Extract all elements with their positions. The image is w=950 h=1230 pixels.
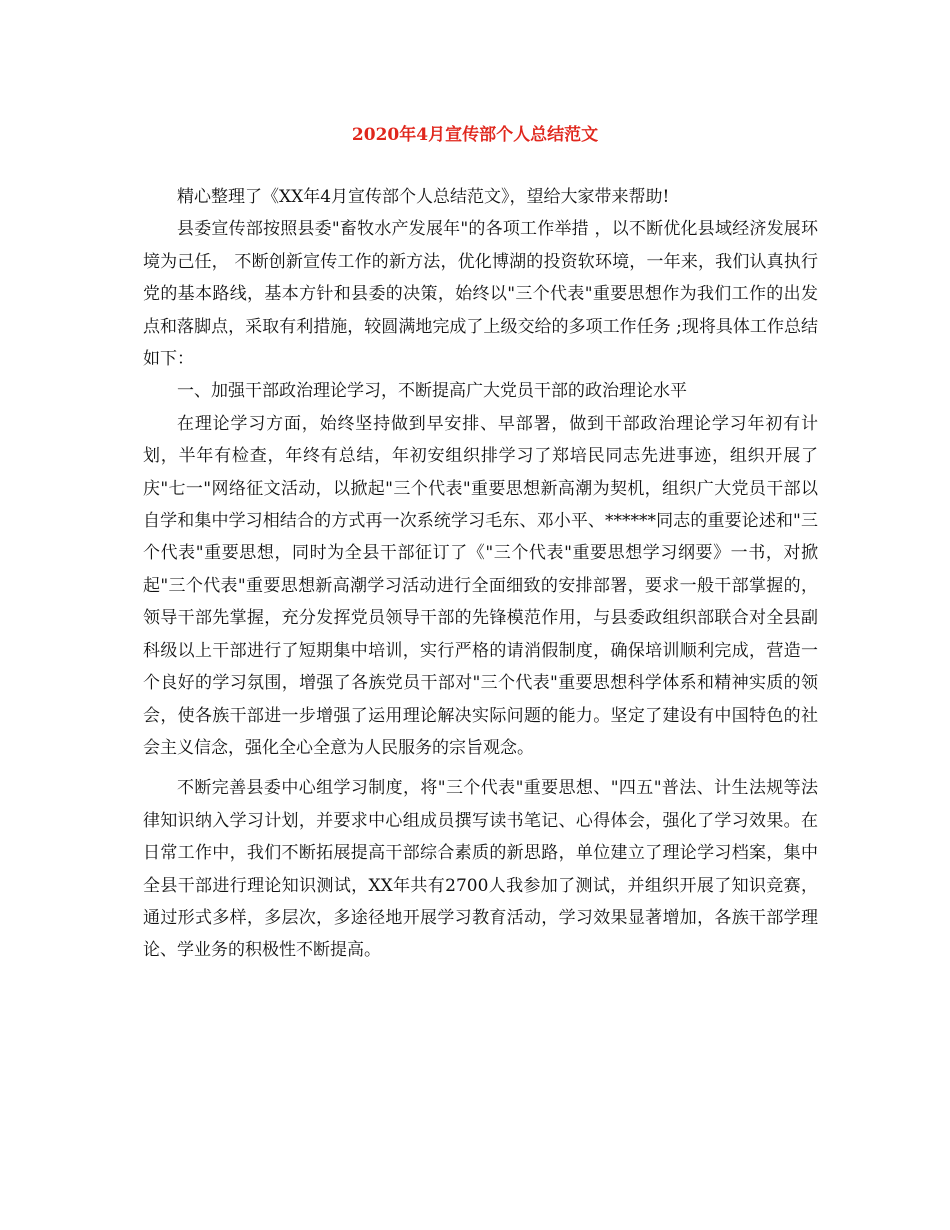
paragraph-overview: 县委宣传部按照县委"畜牧水产发展年"的各项工作举措 ，以不断优化县域经济发展环境为己任， 不断创新宣传工作的新方法，优化博湖的投资软环境，一年来，我们认真执行党的基本路线，基本方针和县委的决策，始终以"三个代表"重要思想作为我们工作的出发点和落脚点，采取有利措施，较圆满地完成了上级交给的多项工作任务 ;现将具体工作总结如下： xyxy=(143,219,818,370)
paragraph-central-group: 不断完善县委中心组学习制度，将"三个代表"重要思想、"四五"普法、计生法规等法律知识纳入学习计划，并要求中心组成员撰写读书笔记、心得体会，强化了学习效果。在日常工作中，我们不断拓展提高干部综合素质的新思路，单位建立了理论学习档案，集中全县干部进行理论知识测试，XX年共有2700人我参加了测试，并组织开展了知识竞赛，通过形式多样，多层次，多途径地开展学习教育活动，学习效果显著增加，各族干部学理论、学业务的积极性不断提高。 xyxy=(143,778,818,961)
paragraph-intro: 精心整理了《XX年4月宣传部个人总结范文》，望给大家带来帮助! xyxy=(177,187,670,207)
section-heading-1: 一、加强干部政治理论学习，不断提高广大党员干部的政治理论水平 xyxy=(177,381,687,402)
document-title: 2020年4月宣传部个人总结范文 xyxy=(351,125,599,145)
paragraph-theory-study: 在理论学习方面，始终坚持做到早安排、早部署，做到干部政治理论学习年初有计划，半年有检查，年终有总结，年初安组织排学习了郑培民同志先进事迹，组织开展了庆"七一"网络征文活动，以掀起"三个代表"重要思想新高潮为契机，组织广大党员干部以自学和集中学习相结合的方式再一次系统学习毛东、邓小平、******同志的重要论述和"三个代表"重要思想，同时为全县干部征订了《"三个代表"重要思想学习纲要》一书，对掀起"三个代表"重要思想新高潮学习活动进行全面细致的安排部署，要求一般干部掌握的，领导干部先掌握，充分发挥党员领导干部的先锋模范作用，与县委政组织部联合对全县副科级以上干部进行了短期集中培训，实行严格的请消假制度，确保培训顺利完成，营造一个良好的学习氛围，增强了各族党员干部对"三个代表"重要思想科学体系和精神实质的领会，使各族干部进一步增强了运用理论解决实际问题的能力。坚定了建设有中国特色的社会主义信念，强化全心全意为人民服务的宗旨观念。 xyxy=(143,413,818,758)
document-body xyxy=(143,181,818,967)
